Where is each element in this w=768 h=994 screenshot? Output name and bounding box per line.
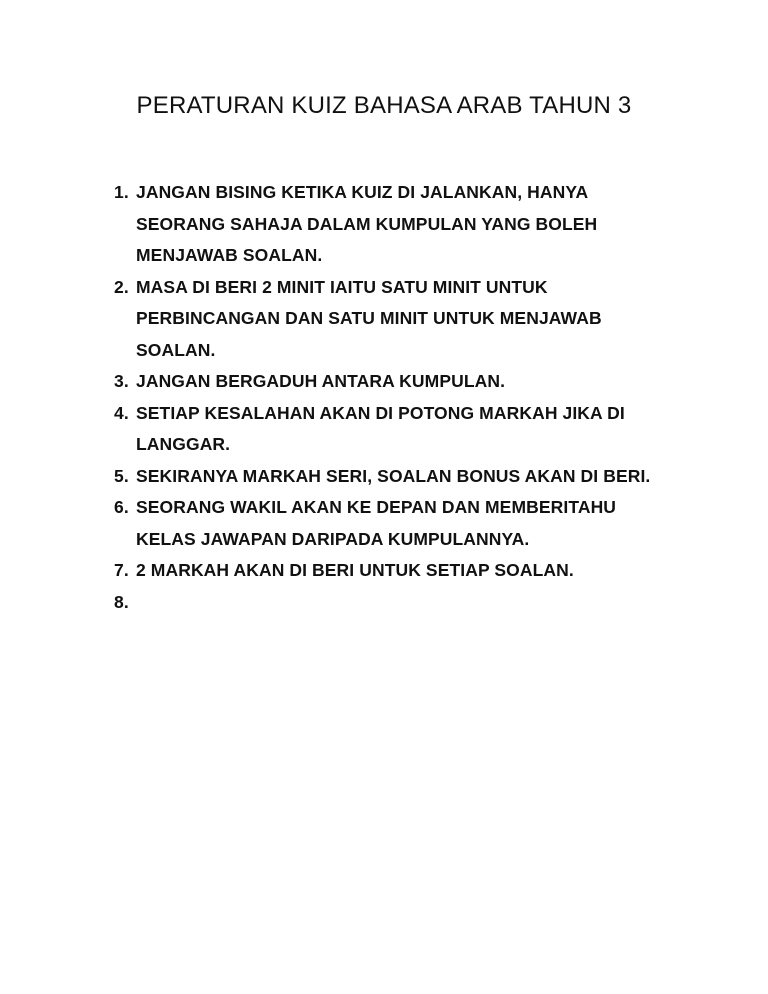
rule-text: JANGAN BERGADUH ANTARA KUMPULAN. (136, 371, 506, 391)
rule-item (114, 366, 674, 398)
rule-number: 2. (114, 276, 129, 297)
rule-item (114, 587, 674, 619)
rule-text: 2 MARKAH AKAN DI BERI UNTUK SETIAP SOALAN. (136, 560, 574, 580)
rule-number: 8. (114, 591, 129, 612)
rule-item (114, 398, 674, 461)
rule-text: SEKIRANYA MARKAH SERI, SOALAN BONUS AKAN DI BERI. (136, 465, 651, 486)
rule-number: 3. (114, 371, 129, 391)
rule-item (114, 461, 674, 493)
rule-text: SETIAP KESALAHAN AKAN DI POTONG MARKAH JIKA DI LANGGAR. (136, 402, 625, 454)
rule-item (114, 492, 674, 555)
rule-number: 6. (114, 497, 129, 517)
rule-number: 4. (114, 402, 129, 423)
rule-item (114, 177, 674, 272)
document-title: PERATURAN KUIZ BAHASA ARAB TAHUN 3 (136, 92, 632, 119)
rules-list (114, 177, 674, 618)
rule-number: 1. (114, 182, 129, 202)
rule-number: 7. (114, 560, 129, 580)
rule-text: MASA DI BERI 2 MINIT IAITU SATU MINIT UNTUK PERBINCANGAN DAN SATU MINIT UNTUK MENJAWAB SOALAN. (136, 276, 602, 360)
rule-text: JANGAN BISING KETIKA KUIZ DI JALANKAN, HANYA SEORANG SAHAJA DALAM KUMPULAN YANG BOLEH MENJAWAB SOALAN. (136, 182, 598, 265)
rule-number: 5. (114, 465, 129, 486)
rule-text: SEORANG WAKIL AKAN KE DEPAN DAN MEMBERITAHU KELAS JAWAPAN DARIPADA KUMPULANNYA. (136, 497, 617, 549)
rule-item (114, 272, 674, 367)
rule-item (114, 555, 674, 587)
rule-text (136, 587, 674, 619)
